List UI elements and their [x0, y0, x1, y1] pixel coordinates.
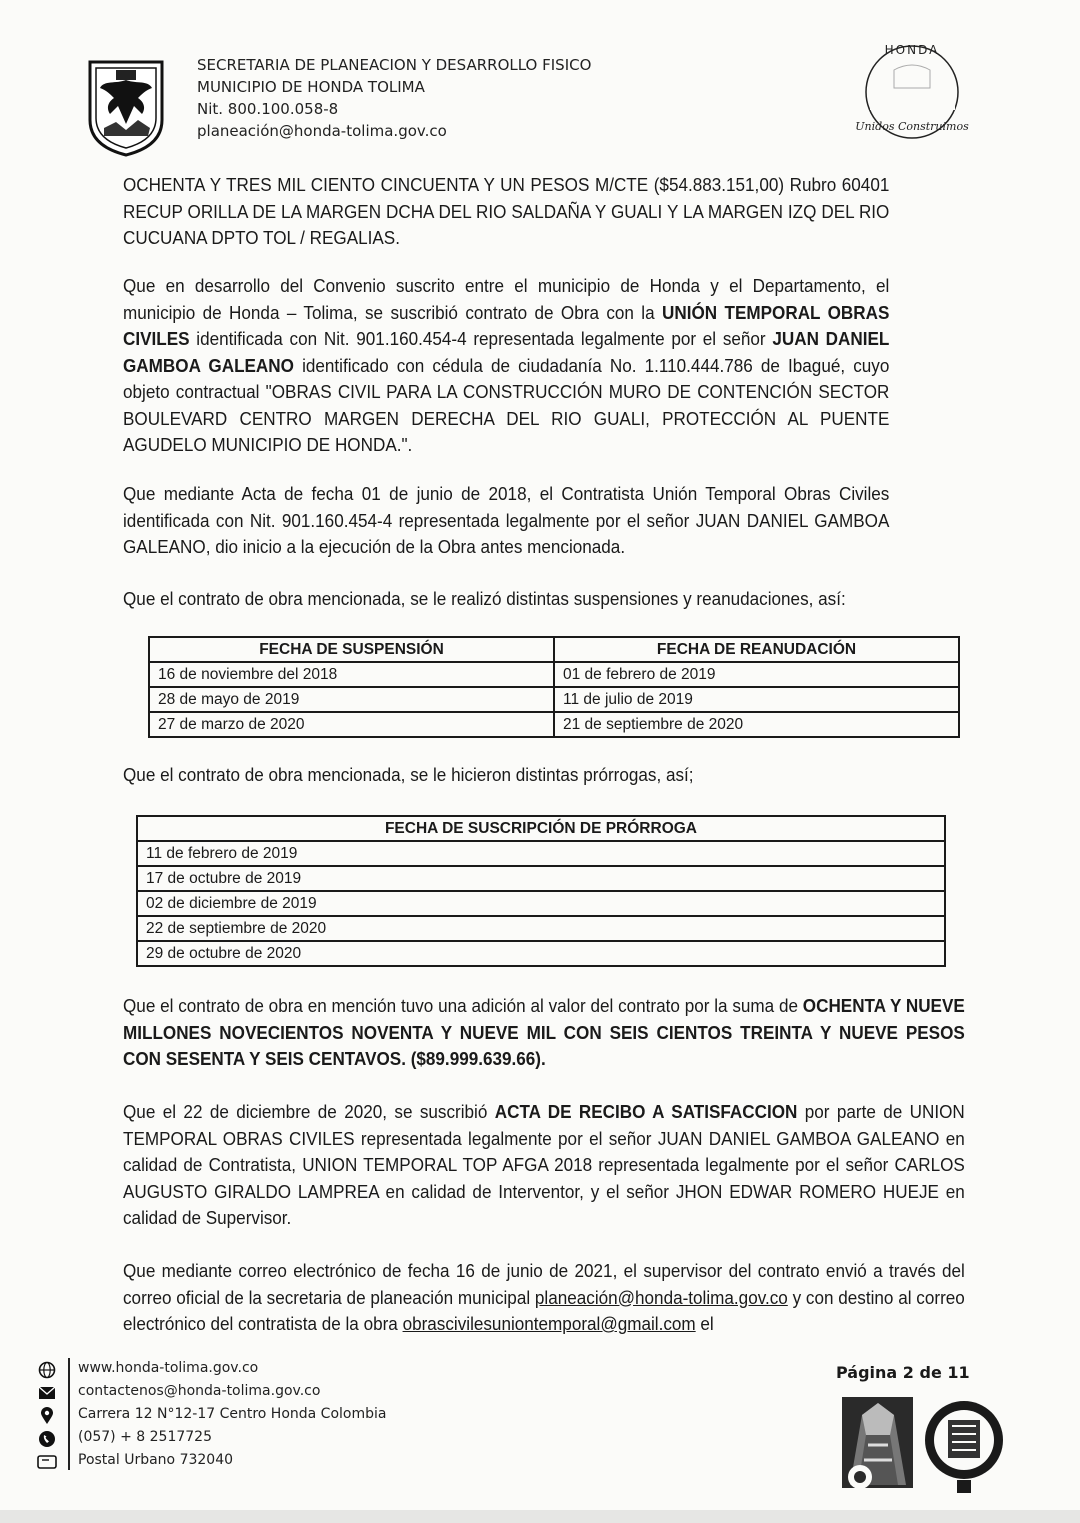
text-span: Que en desarrollo del Convenio suscrito entre el municipio de Honda y el Departamento, el municipio de Honda – Tolima, se suscribió contrato de Obra con la [123, 275, 890, 323]
addition-amount: OCHENTA Y NUEVE MILLONES NOVECIENTOS NOVENTA Y NUEVE MIL CON SEIS CIENTOS TREINTA Y NUEVE PESOS CON SESENTA Y SEIS CENTAVOS. ($89.999.639.66). [123, 995, 965, 1069]
paragraph-receipt-act [123, 1099, 965, 1232]
paragraph-text: OCHENTA Y TRES MIL CIENTO CINCUENTA Y UN PESOS M/CTE ($54.883.151,00) Rubro 60401 RECUP ORILLA DE LA MARGEN DCHA DEL RIO SALDAÑA Y GUALI Y LA MARGEN IZQ DEL RIO CUCUANA DPTO TOL / REGALIAS. [123, 174, 890, 248]
paragraph-start-act [123, 481, 889, 561]
column-header: FECHA DE SUSCRIPCIÓN DE PRÓRROGA [137, 816, 945, 841]
table-cell: 28 de mayo de 2019 [149, 687, 554, 712]
text-span: Que mediante correo electrónico de fecha 16 de junio de 2021, el supervisor del contrato envió a través del correo oficial de la secretaria de planeación municipal [123, 1260, 965, 1308]
table-row [137, 916, 945, 941]
header-text-block [197, 54, 591, 142]
extensions-table [136, 815, 946, 967]
location-pin-icon [37, 1406, 57, 1426]
table-row [149, 662, 959, 687]
table-cell: 11 de febrero de 2019 [137, 841, 945, 866]
mail-icon [37, 1383, 57, 1403]
text-span: y con destino al correo electrónico del contratista de la obra [123, 1286, 965, 1334]
header-municipality: MUNICIPIO DE HONDA TOLIMA [197, 78, 425, 96]
tower-logo-icon [840, 1395, 915, 1490]
text-span: Que el contrato de obra en mención tuvo una adición al valor del contrato por la suma de [123, 995, 803, 1016]
table-cell: 11 de julio de 2019 [554, 687, 959, 712]
paragraph-email [123, 1258, 965, 1338]
column-header: FECHA DE SUSPENSIÓN [149, 637, 554, 662]
table-cell: 29 de octubre de 2020 [137, 941, 945, 966]
footer-postal: Postal Urbano 732040 [78, 1452, 234, 1468]
footer-contact [78, 1357, 386, 1472]
table-row [137, 891, 945, 916]
table-row [149, 712, 959, 737]
text-span: el [695, 1313, 714, 1334]
table-row [137, 941, 945, 966]
honda-logo-text: HONDA [884, 43, 940, 57]
table-cell: 01 de febrero de 2019 [554, 662, 959, 687]
paragraph-suspensions-intro [123, 586, 889, 613]
column-header: FECHA DE REANUDACIÓN [554, 637, 959, 662]
header-email: planeación@honda-tolima.gov.co [197, 122, 447, 140]
paragraph-addition [123, 993, 965, 1073]
planeacion-email-link[interactable]: planeación@honda-tolima.gov.co [534, 1286, 788, 1308]
page-number: Página 2 de 11 [836, 1363, 970, 1382]
paragraph-extensions-intro [123, 762, 889, 789]
paragraph-text: Que mediante Acta de fecha 01 de junio de 2018, el Contratista Unión Temporal Obras Civiles identificada con Nit. 901.160.454-4 representada legalmente por el señor JUAN DANIEL GAMBOA GALEANO, dio inicio a la ejecución de la Obra antes mencionada. [123, 483, 890, 557]
table-cell: 17 de octubre de 2019 [137, 866, 945, 891]
table-cell: 21 de septiembre de 2020 [554, 712, 959, 737]
footer-website[interactable]: www.honda-tolima.gov.co [78, 1360, 259, 1376]
paragraph-text: Que el contrato de obra mencionada, se le hicieron distintas prórrogas, así; [123, 764, 694, 785]
table-row [137, 866, 945, 891]
contractor-email-link[interactable]: obrascivilesuniontemporal@gmail.com [402, 1313, 696, 1334]
footer-icons [37, 1360, 61, 1475]
footer-divider [68, 1358, 70, 1470]
paragraph-text: Que el contrato de obra mencionada, se le realizó distintas suspensiones y reanudaciones, así: [123, 588, 846, 609]
header-nit: Nit. 800.100.058-8 [197, 100, 339, 118]
representative-name: JUAN DANIEL GAMBOA GALEANO [123, 328, 890, 376]
honda-logo-script: Unidos Construimos [855, 120, 969, 133]
suspensions-table [148, 636, 960, 738]
table-cell: 16 de noviembre del 2018 [149, 662, 554, 687]
table-cell: 27 de marzo de 2020 [149, 712, 554, 737]
paragraph-text [123, 1099, 965, 1232]
paragraph-text [123, 1258, 965, 1338]
table-cell: 22 de septiembre de 2020 [137, 916, 945, 941]
receipt-act-title: ACTA DE RECIBO A SATISFACCION [494, 1101, 798, 1122]
paragraph-text [123, 273, 889, 459]
table-cell: 02 de diciembre de 2019 [137, 891, 945, 916]
paragraph-amount-continued [123, 172, 889, 252]
contractor-name: UNIÓN TEMPORAL OBRAS CIVILES [123, 301, 890, 349]
paragraph-text [123, 993, 965, 1073]
seal-logo-icon [922, 1398, 1007, 1493]
footer-email[interactable]: contactenos@honda-tolima.gov.co [78, 1383, 321, 1399]
text-span: identificado con cédula de ciudadanía No. 1.110.444.786 de Ibagué, cuyo objeto contractual "OBRAS CIVIL PARA LA CONSTRUCCIÓN MURO DE CONTENCIÓN SECTOR BOULEVARD CENTRO MARGEN DERECHA DEL RIO GUALI, PROTECCIÓN AL PUENTE AGUDELO MUNICIPIO DE HONDA.". [123, 354, 890, 455]
phone-icon [37, 1429, 57, 1449]
footer-phone: (057) + 8 2517725 [78, 1429, 212, 1445]
page-edge [0, 1510, 1080, 1523]
text-span: por parte de UNION TEMPORAL OBRAS CIVILES representada legalmente por el señor JUAN DANIEL GAMBOA GALEANO en calidad de Contratista, UNION TEMPORAL TOP AFGA 2018 representada legalmente por el señor CARLOS AUGUSTO GIRALDO LAMPREA en calidad de Interventor, y el señor JHON EDWAR ROMERO HUEJE en calidad de Supervisor. [123, 1101, 965, 1228]
municipal-crest-icon [86, 58, 166, 158]
paragraph-contract [123, 273, 889, 459]
mailbox-icon [37, 1452, 57, 1472]
footer-address: Carrera 12 N°12-17 Centro Honda Colombia [78, 1406, 387, 1422]
header-secretariat: SECRETARIA DE PLANEACION Y DESARROLLO FISICO [197, 56, 592, 74]
table-header-row [149, 637, 959, 662]
text-span: identificada con Nit. 901.160.454-4 representada legalmente por el señor [189, 328, 773, 349]
table-row [149, 687, 959, 712]
honda-logo-icon [850, 40, 975, 140]
text-span: Que el 22 de diciembre de 2020, se suscribió [123, 1101, 495, 1122]
table-row [137, 841, 945, 866]
globe-icon [37, 1360, 57, 1380]
table-header-row [137, 816, 945, 841]
